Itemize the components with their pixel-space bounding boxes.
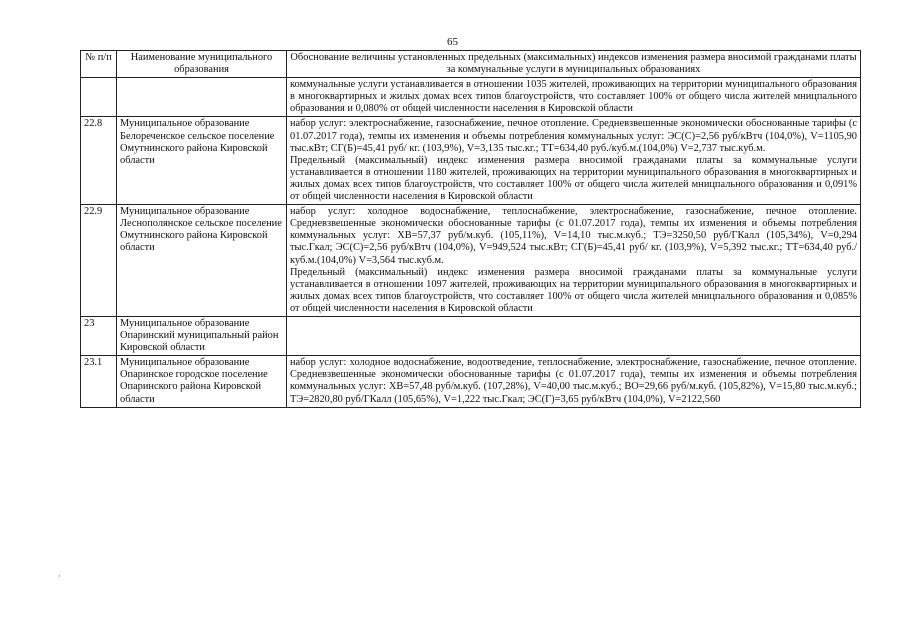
row-justification: [287, 117, 861, 205]
row-municipality: Муниципальное образование Белореченское сельское поселение Омутнинского района Кировской области: [117, 117, 287, 205]
justification-paragraph: Предельный (максимальный) индекс изменения размера вносимой гражданами платы за коммунальные услуги устанавливается в отношении 1180 жителей, проживающих на территории муниципального образования в многоквартирных и жилых домах всех типов благоустройств, что составляет 100% от общего числа жителей мницпального образования и 0,091% от общей численности населения в Кировской области: [290, 154, 857, 203]
table-header-row: [81, 51, 861, 78]
justification-paragraph: Предельный (максимальный) индекс изменения размера вносимой гражданами платы за коммунальные услуги устанавливается в отношении 1097 жителей, проживающих на территории муниципального образования в многоквартирных и жилых домах всех типов благоустройств, что составляет 100% от общего числа жителей мницпального образования и 0,085% от общей численности населения в Кировской области: [290, 266, 857, 314]
row-justification: [287, 205, 861, 317]
justification-paragraph: набор услуг: холодное водоснабжение, водоотведение, теплоснабжение, электроснабжение, газоснабжение, печное отопление. Средневзвешенные экономически обоснованные тарифы (с 01.07.2017 года), темпы их изменения и объемы потребления коммунальных услуг: ХВ=57,48 руб/м.куб. (107,28%), V=40,00 тыс.м.куб.; ВО=29,66 руб/м.куб. (105,82%), V=15,80 тыс.м.куб.; ТЭ=2820,80 руб/ГКалл (105,65%), V=1,222 тыс.Гкал; ЭС(Г)=3,65 руб/кВтч (104,0%), V=2122,560: [290, 357, 857, 405]
justification-paragraph: коммунальные услуги устанавливается в отношении 1035 жителей, проживающих на территории муниципального образования в многоквартирных и жилых домах всех типов благоустройств, что составляет 100% от общего числа жителей мницпального образования и 0,080% от общей численности населения в Кировской области: [290, 79, 857, 115]
page-number: 65: [447, 36, 458, 48]
row-municipality: Муниципальное образование Опаринский муниципальный район Кировской области: [117, 316, 287, 355]
table-row: [81, 117, 861, 205]
row-number: 23.1: [81, 356, 117, 407]
header-justification: Обоснование величины установленных предельных (максимальных) индексов изменения размера вносимой гражданами платы за коммунальные услуги в муниципальных образованиях: [287, 51, 861, 78]
justification-paragraph: набор услуг: электроснабжение, газоснабжение, печное отопление. Средневзвешенные экономически обоснованные тарифы (с 01.07.2017 года), темпы их изменения и объемы потребления коммунальных услуг: ЭС(С)=2,56 руб/кВтч (104,0%), V=1105,90 тыс.кВт; СГ(Б)=45,41 руб/ кг. (103,9%), V=3,135 тыс.кг.; ТТ=634,40 руб./куб.м.(104,0%) V=2,737 тыс.куб.м.: [290, 118, 857, 154]
table-row: [81, 316, 861, 355]
row-number: 23: [81, 316, 117, 355]
row-municipality: [117, 78, 287, 117]
header-number: № п/п: [81, 51, 117, 78]
row-number: 22.9: [81, 205, 117, 317]
table-row: [81, 78, 861, 117]
justification-paragraph: набор услуг: холодное водоснабжение, теплоснабжение, электроснабжение, газоснабжение, печное отопление. Средневзвешенные экономически обоснованные тарифы (с 01.07.2017 года), темпы их изменения и объемы потребления коммунальных услуг: ХВ=57,37 руб/м.куб. (105,11%), V=14,10 тыс.м.куб.; ТЭ=3250,50 руб/ГКалл (105,34%), V=0,294 тыс.Гкал; ЭС(С)=2,56 руб/кВтч (104,0%), V=949,524 тыс.кВт; СГ(Б)=45,41 руб/ кг. (103,9%), V=5,392 тыс.кг.; ТТ=634,40 руб./куб.м.(104,0%) V=3,564 тыс.куб.м.: [290, 206, 857, 266]
row-municipality: Муниципальное образование Опаринское городское поселение Опаринского района Кировской области: [117, 356, 287, 407]
row-justification: [287, 316, 861, 355]
margin-mark: ·: [58, 572, 61, 581]
row-justification: [287, 78, 861, 117]
row-justification: [287, 356, 861, 407]
table-body: [81, 78, 861, 407]
tariff-table: [80, 50, 861, 408]
row-number: [81, 78, 117, 117]
table-row: [81, 205, 861, 317]
header-municipality: Наименование муниципального образования: [117, 51, 287, 78]
row-number: 22.8: [81, 117, 117, 205]
table-row: [81, 356, 861, 407]
row-municipality: Муниципальное образование Леснополянское сельское поселение Омутнинского района Кировской области: [117, 205, 287, 317]
